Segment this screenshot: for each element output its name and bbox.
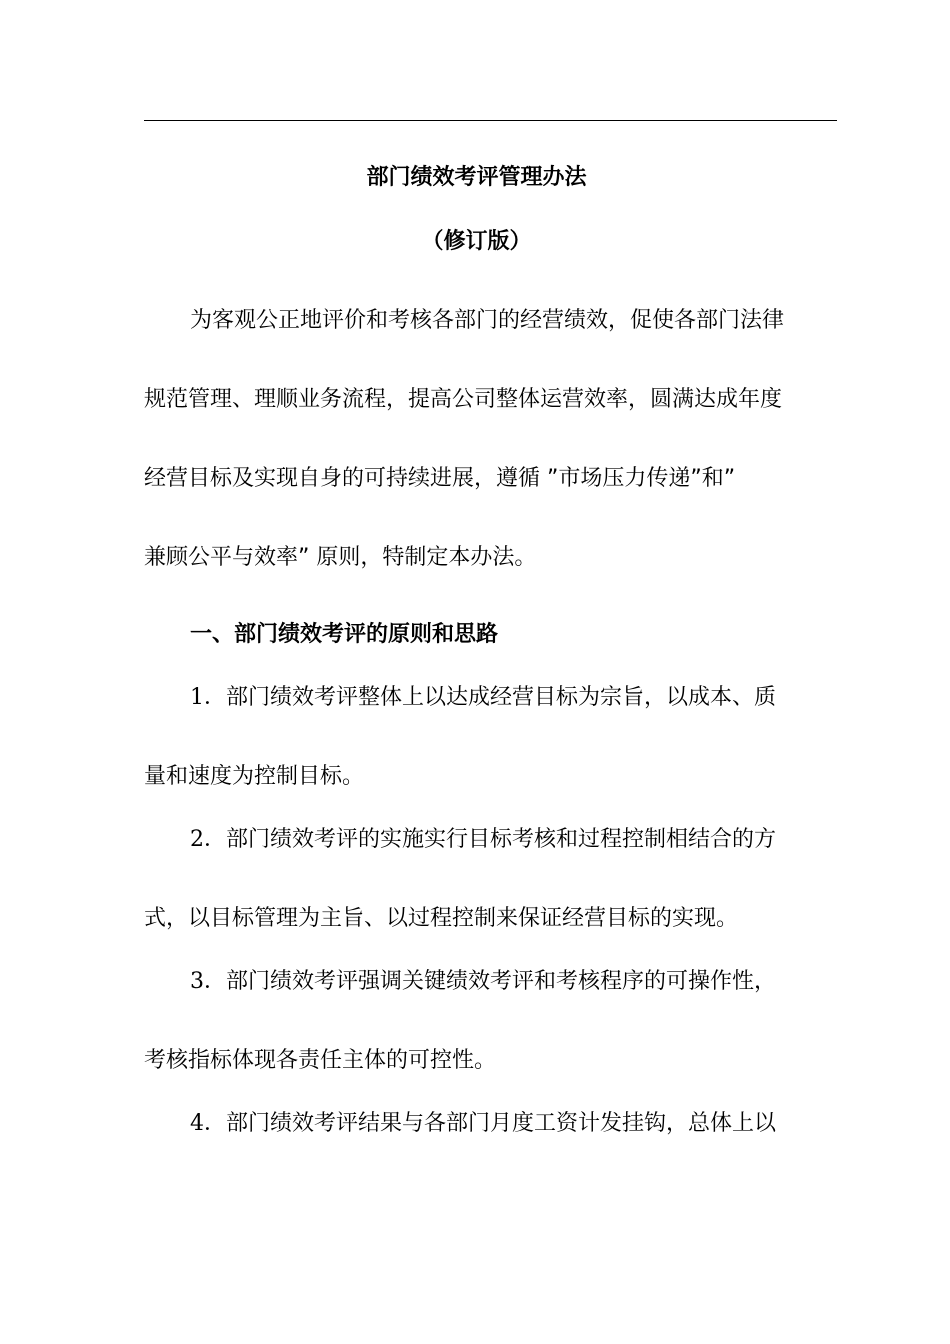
item-2-number: 2． — [190, 827, 226, 852]
item-1-line-1 — [190, 683, 870, 713]
item-3-number: 3． — [190, 969, 226, 994]
section-heading: 一、部门绩效考评的原则和思路 — [190, 622, 499, 647]
intro-line-1: 为客观公正地评价和考核各部门的经营绩效，促使各部门法律 — [190, 308, 785, 333]
item-3-text: 部门绩效考评强调关键绩效考评和考核程序的可操作性， — [226, 969, 777, 994]
intro-line-3: 经营目标及实现自身的可持续进展，遵循 ”市场压力传递”和” — [144, 466, 736, 491]
item-3-line-2: 考核指标体现各责任主体的可控性。 — [144, 1048, 497, 1073]
document-subtitle: （修订版） — [421, 229, 532, 254]
item-1-number: 1． — [190, 685, 226, 710]
intro-line-2: 规范管理、理顺业务流程，提高公司整体运营效率，圆满达成年度 — [144, 387, 783, 412]
item-2-text: 部门绩效考评的实施实行目标考核和过程控制相结合的方 — [226, 827, 777, 852]
item-4-text: 部门绩效考评结果与各部门月度工资计发挂钩，总体上以 — [226, 1111, 777, 1136]
item-2-line-1 — [190, 825, 870, 855]
item-3-line-1 — [190, 967, 870, 997]
item-2-line-2: 式，以目标管理为主旨、以过程控制来保证经营目标的实现。 — [144, 906, 739, 931]
document-title: 部门绩效考评管理办法 — [366, 165, 587, 190]
item-4-line-1 — [190, 1109, 870, 1139]
item-1-line-2: 量和速度为控制目标。 — [144, 764, 365, 789]
item-1-text: 部门绩效考评整体上以达成经营目标为宗旨，以成本、质 — [226, 685, 777, 710]
item-4-number: 4． — [190, 1111, 226, 1136]
intro-line-4: 兼顾公平与效率” 原则，特制定本办法。 — [144, 545, 537, 570]
top-rule — [144, 120, 837, 121]
